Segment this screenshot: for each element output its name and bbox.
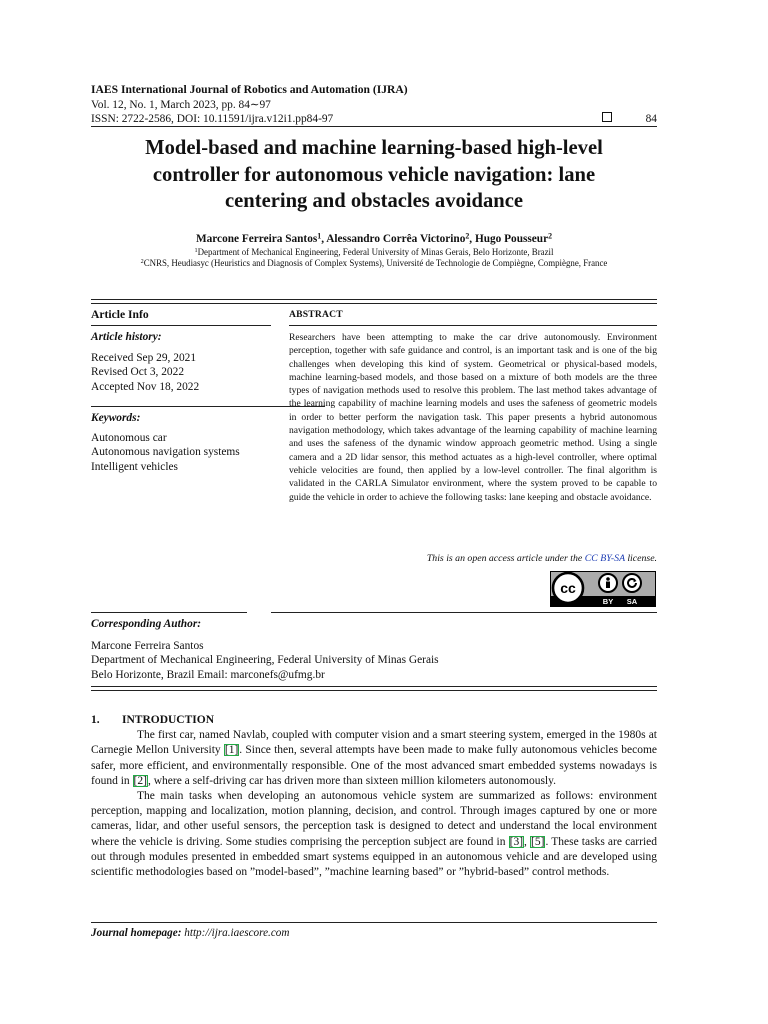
keyword: Autonomous car (91, 431, 167, 444)
citation-link[interactable]: [1] (224, 744, 239, 757)
journal-footer (91, 927, 289, 939)
affiliation: $^1$Department of Mechanical Engineering, Federal University of Minas Gerais, Belo Horizonte, Brazil (194, 247, 554, 257)
section-heading: 1. INTRODUCTION (91, 714, 215, 726)
corresponding-name: Marcone Ferreira Santos (91, 639, 204, 652)
footer-rule (91, 922, 657, 923)
history-item: Received Sep 29, 2021 (91, 351, 197, 364)
title-line: Model-based and machine learning-based high-level (145, 137, 603, 159)
history-heading: Article history: (91, 331, 162, 343)
paragraph: The main tasks when developing an autonomous vehicle system are summarized as follows: environment perception, mapping and localization, motion planning, decision, and control. Through images captured by one or more cameras, lidar, and other useful sensors, the perception task is designed to detect and understand the local environment where the vehicle is driving. Some studies comprising the perception subject are found in [3], [5]. These tasks are carried out through modules presented in embedded smart systems equipped in an autonomous vehicle and are developed using scientific methodologies based on ”model-based”, ”machine learning based” or ”hybrid-based” control methods. (91, 790, 658, 879)
header-rule (91, 126, 657, 127)
keyword: Intelligent vehicles (91, 460, 178, 473)
paragraph: The first car, named Navlab, coupled with computer vision and a smart steering system, emerged in the 1980s at Carnegie Mellon University [1]. Since then, several attempts have been made to make fully autonomous vehicles become safer, more efficient, and environmentally responsible. One of the most advanced smart embedded systems nowadays is found in [2], where a self-driving car has driven more than sixteen million kilometers autonomously. (91, 729, 658, 787)
cc-by-sa-badge-icon[interactable] (550, 571, 656, 607)
page-number: 84 (645, 113, 657, 125)
affiliation: $^2$CNRS, Heudiasyc (Heuristics and Diagnosis of Complex Systems), Université de Technologie de Compiègne, Compiègne, France (140, 258, 608, 269)
abstract-body: Researchers have been attempting to make the car drive autonomously. Environment perception, together with safe guidance and control, is an important task and is one of the big challenges when developing this kind of system. Geometrical or physical-based models, machine learning-based models, and those based on a mixture of both models are the three types of navigation methods used to resolve this problem. The last method takes advantage of the learning capability of machine learning models and uses the safeness of geometric models in order to better perform the navigation task. This paper presents a hybrid autonomous navigation methodology, which takes advantage of the learning capability of machine learning and uses the safeness of the dynamic window approach geometric method. Using a single camera and a 2D lidar sensor, this method actuates as a high-level controller, where optimal vehicle velocities are found, then applied by a low-level controller. The final algorithm is validated in the CARLA Simulator environment, where the system proved to be capable to guide the vehicle in order to achieve the following tasks: lane keeping and obstacle avoidance. (289, 332, 657, 503)
author-name: Alessandro Corrêa Victorino (326, 233, 466, 245)
journal-header (91, 83, 657, 127)
article-history (91, 330, 271, 394)
introduction-section (91, 713, 657, 880)
homepage-label: Journal homepage: (91, 927, 182, 939)
keyword: Autonomous navigation systems (91, 446, 240, 458)
divider (271, 612, 657, 613)
homepage-link[interactable]: http://ijra.iaescore.com (184, 927, 290, 939)
divider-double (91, 299, 657, 304)
citation-link[interactable]: [5] (531, 835, 545, 848)
sa-label: SA (626, 597, 638, 606)
paper-page (91, 0, 657, 1024)
square-icon (602, 112, 612, 122)
license-link[interactable]: CC BY-SA (584, 553, 625, 564)
divider (91, 325, 271, 326)
divider-double (91, 686, 657, 691)
corresponding-heading: Corresponding Author: (91, 618, 202, 630)
affiliations (71, 247, 677, 270)
author-name: Hugo Pousseur (474, 233, 549, 245)
keywords (91, 411, 271, 474)
citation-link[interactable]: [2] (133, 774, 147, 787)
journal-volume: Vol. 12, No. 1, March 2023, pp. 84∼97 (91, 98, 271, 111)
by-label: BY (602, 597, 614, 606)
corresponding-dept: Department of Mechanical Engineering, Federal University of Minas Gerais (91, 654, 439, 666)
divider (289, 325, 657, 326)
history-item: Revised Oct 3, 2022 (91, 366, 185, 378)
history-item: Accepted Nov 18, 2022 (91, 380, 200, 393)
abstract-heading: ABSTRACT (289, 309, 343, 320)
cc-label: cc (560, 580, 576, 596)
corresponding-author (91, 617, 657, 682)
author-name: Marcone Ferreira Santos (195, 233, 318, 245)
open-access-note: This is an open access article under the CC BY-SA license. (426, 553, 657, 564)
journal-name: IAES International Journal of Robotics and Automation (IJRA) (91, 83, 408, 96)
journal-issn-doi: ISSN: 2722-2586, DOI: 10.11591/ijra.v12i1.pp84-97 (91, 113, 334, 125)
title-line: controller for autonomous vehicle navigation: lane (152, 163, 596, 186)
article-info-heading: Article Info (91, 308, 149, 321)
title-line: centering and obstacles avoidance (224, 190, 524, 212)
paper-title (91, 135, 657, 215)
keywords-heading: Keywords: (91, 412, 141, 424)
divider (91, 612, 247, 613)
author-list: Marcone Ferreira Santos$^1$, Alessandro Corrêa Victorino$^2$, Hugo Pousseur$^2$ (195, 231, 553, 245)
corresponding-address: Belo Horizonte, Brazil Email: marconefs@ufmg.br (91, 668, 325, 681)
citation-link[interactable]: [3] (509, 835, 524, 848)
